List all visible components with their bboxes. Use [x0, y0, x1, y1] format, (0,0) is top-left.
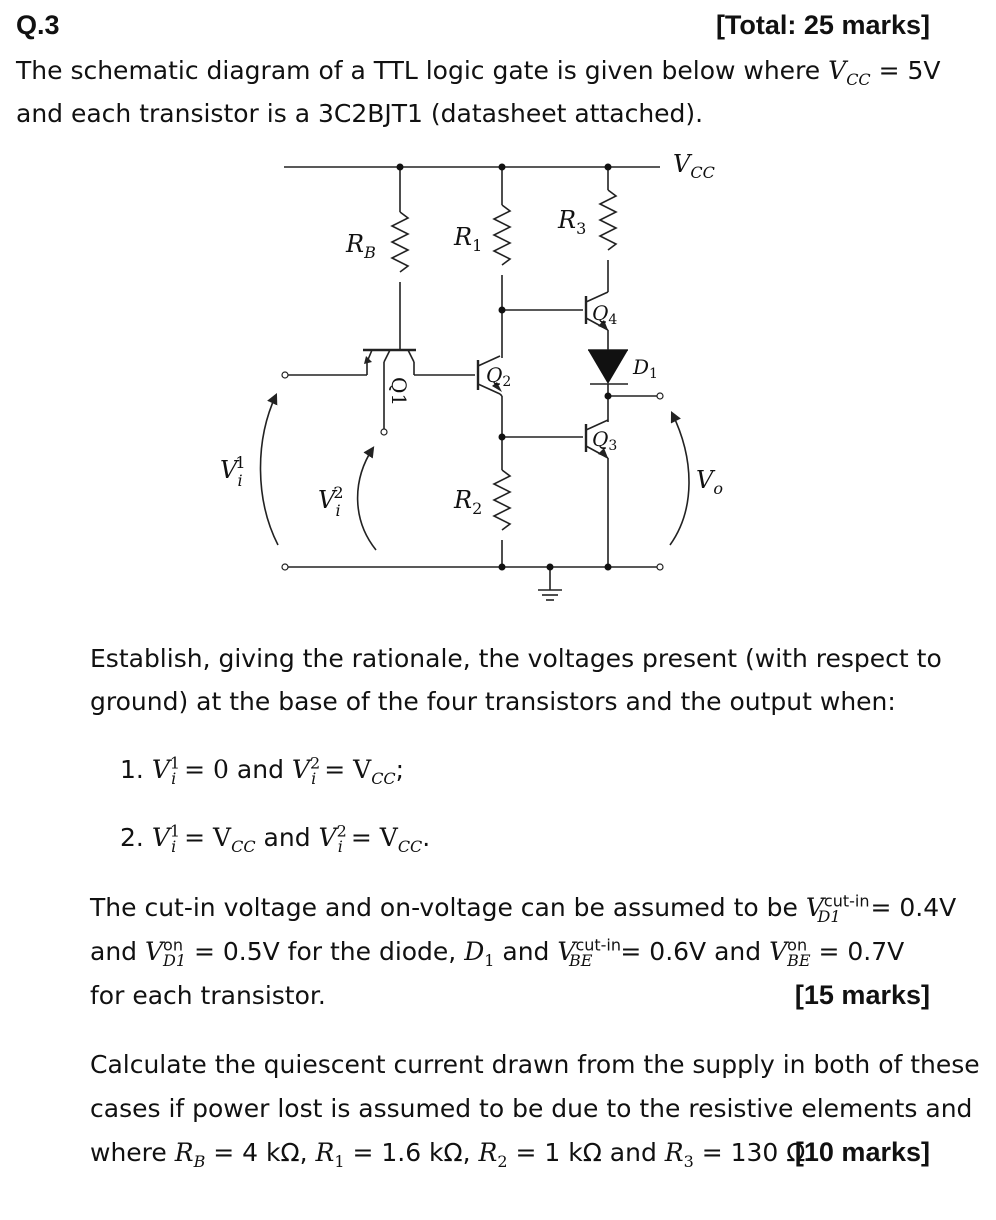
- label-r2: $R_2$: [454, 486, 483, 518]
- vcc-symbol: $V_{CC}$: [828, 56, 871, 89]
- label-r1: $R_1$: [454, 223, 483, 255]
- marks-10: [10 marks]: [794, 1137, 930, 1167]
- part-a-line-1: Establish, giving the rationale, the voltages present (with respect to: [90, 644, 942, 673]
- r3-resistor: [600, 190, 616, 250]
- label-d1: $D_1$: [633, 355, 658, 382]
- label-r3: $R_3$: [558, 206, 587, 238]
- r1-resistor: [494, 205, 510, 265]
- label-q1: Q1: [387, 377, 411, 407]
- part-b-line-3: where $R_B = 4$ kΩ, $R_1 = 1.6$ kΩ, $R_2 = 1$ kΩ and $R_3 = 130$ Ω.: [90, 1138, 814, 1171]
- label-rb: $R_B$: [346, 230, 376, 262]
- label-vo: $V_o$: [696, 466, 723, 498]
- label-q2: $Q_2$: [486, 363, 512, 390]
- vi2-arrow: [358, 448, 376, 550]
- part-b-line-1: Calculate the quiescent current drawn from the supply in both of these: [90, 1050, 980, 1079]
- label-vi2: V2 i: [318, 483, 344, 520]
- d1-diode: [588, 350, 628, 384]
- list-item-2: 2. $V^1_i = V_{CC}$ and $V^2_i = V_{CC}$.: [120, 821, 431, 856]
- list-item-1: 1. $V^1_i = 0$ and $V^2_i = V_{CC}$;: [120, 753, 405, 788]
- rb-resistor: [392, 212, 408, 272]
- total-marks: [Total: 25 marks]: [715, 10, 930, 40]
- cutin-line-2: and $V^{on}_{D1} = 0.5V$ for the diode, $D_1$ and $V^{cut-in}_{BE} = 0.6V$ and $V^{on}_{BE} = 0.7V$: [90, 935, 905, 970]
- label-q4: $Q_4$: [592, 301, 618, 328]
- part-a-line-2: ground) at the base of the four transistors and the output when:: [90, 687, 896, 716]
- label-vi1: V1 i: [220, 453, 246, 490]
- cutin-line-1: The cut-in voltage and on-voltage can be assumed to be $V^{cut-in}_{D1} = 0.4V$: [90, 891, 957, 926]
- cutin-line-3: for each transistor.: [90, 981, 326, 1010]
- marks-15: [15 marks]: [794, 980, 930, 1010]
- label-vcc: $V_{CC}$: [673, 150, 715, 182]
- label-q3: $Q_3$: [592, 427, 618, 454]
- vcc-value: = 5V: [870, 56, 941, 85]
- r2-resistor: [494, 470, 510, 530]
- intro-text: The schematic diagram of a TTL logic gate is given below where: [16, 56, 829, 85]
- question-number: Q.3: [16, 10, 60, 40]
- intro-line-2: and each transistor is a 3C2BJT1 (datasheet attached).: [16, 99, 704, 128]
- part-b-line-2: cases if power lost is assumed to be due to the resistive elements and: [90, 1094, 973, 1123]
- vi1-arrow: [260, 395, 278, 545]
- vo-arrow: [670, 413, 689, 545]
